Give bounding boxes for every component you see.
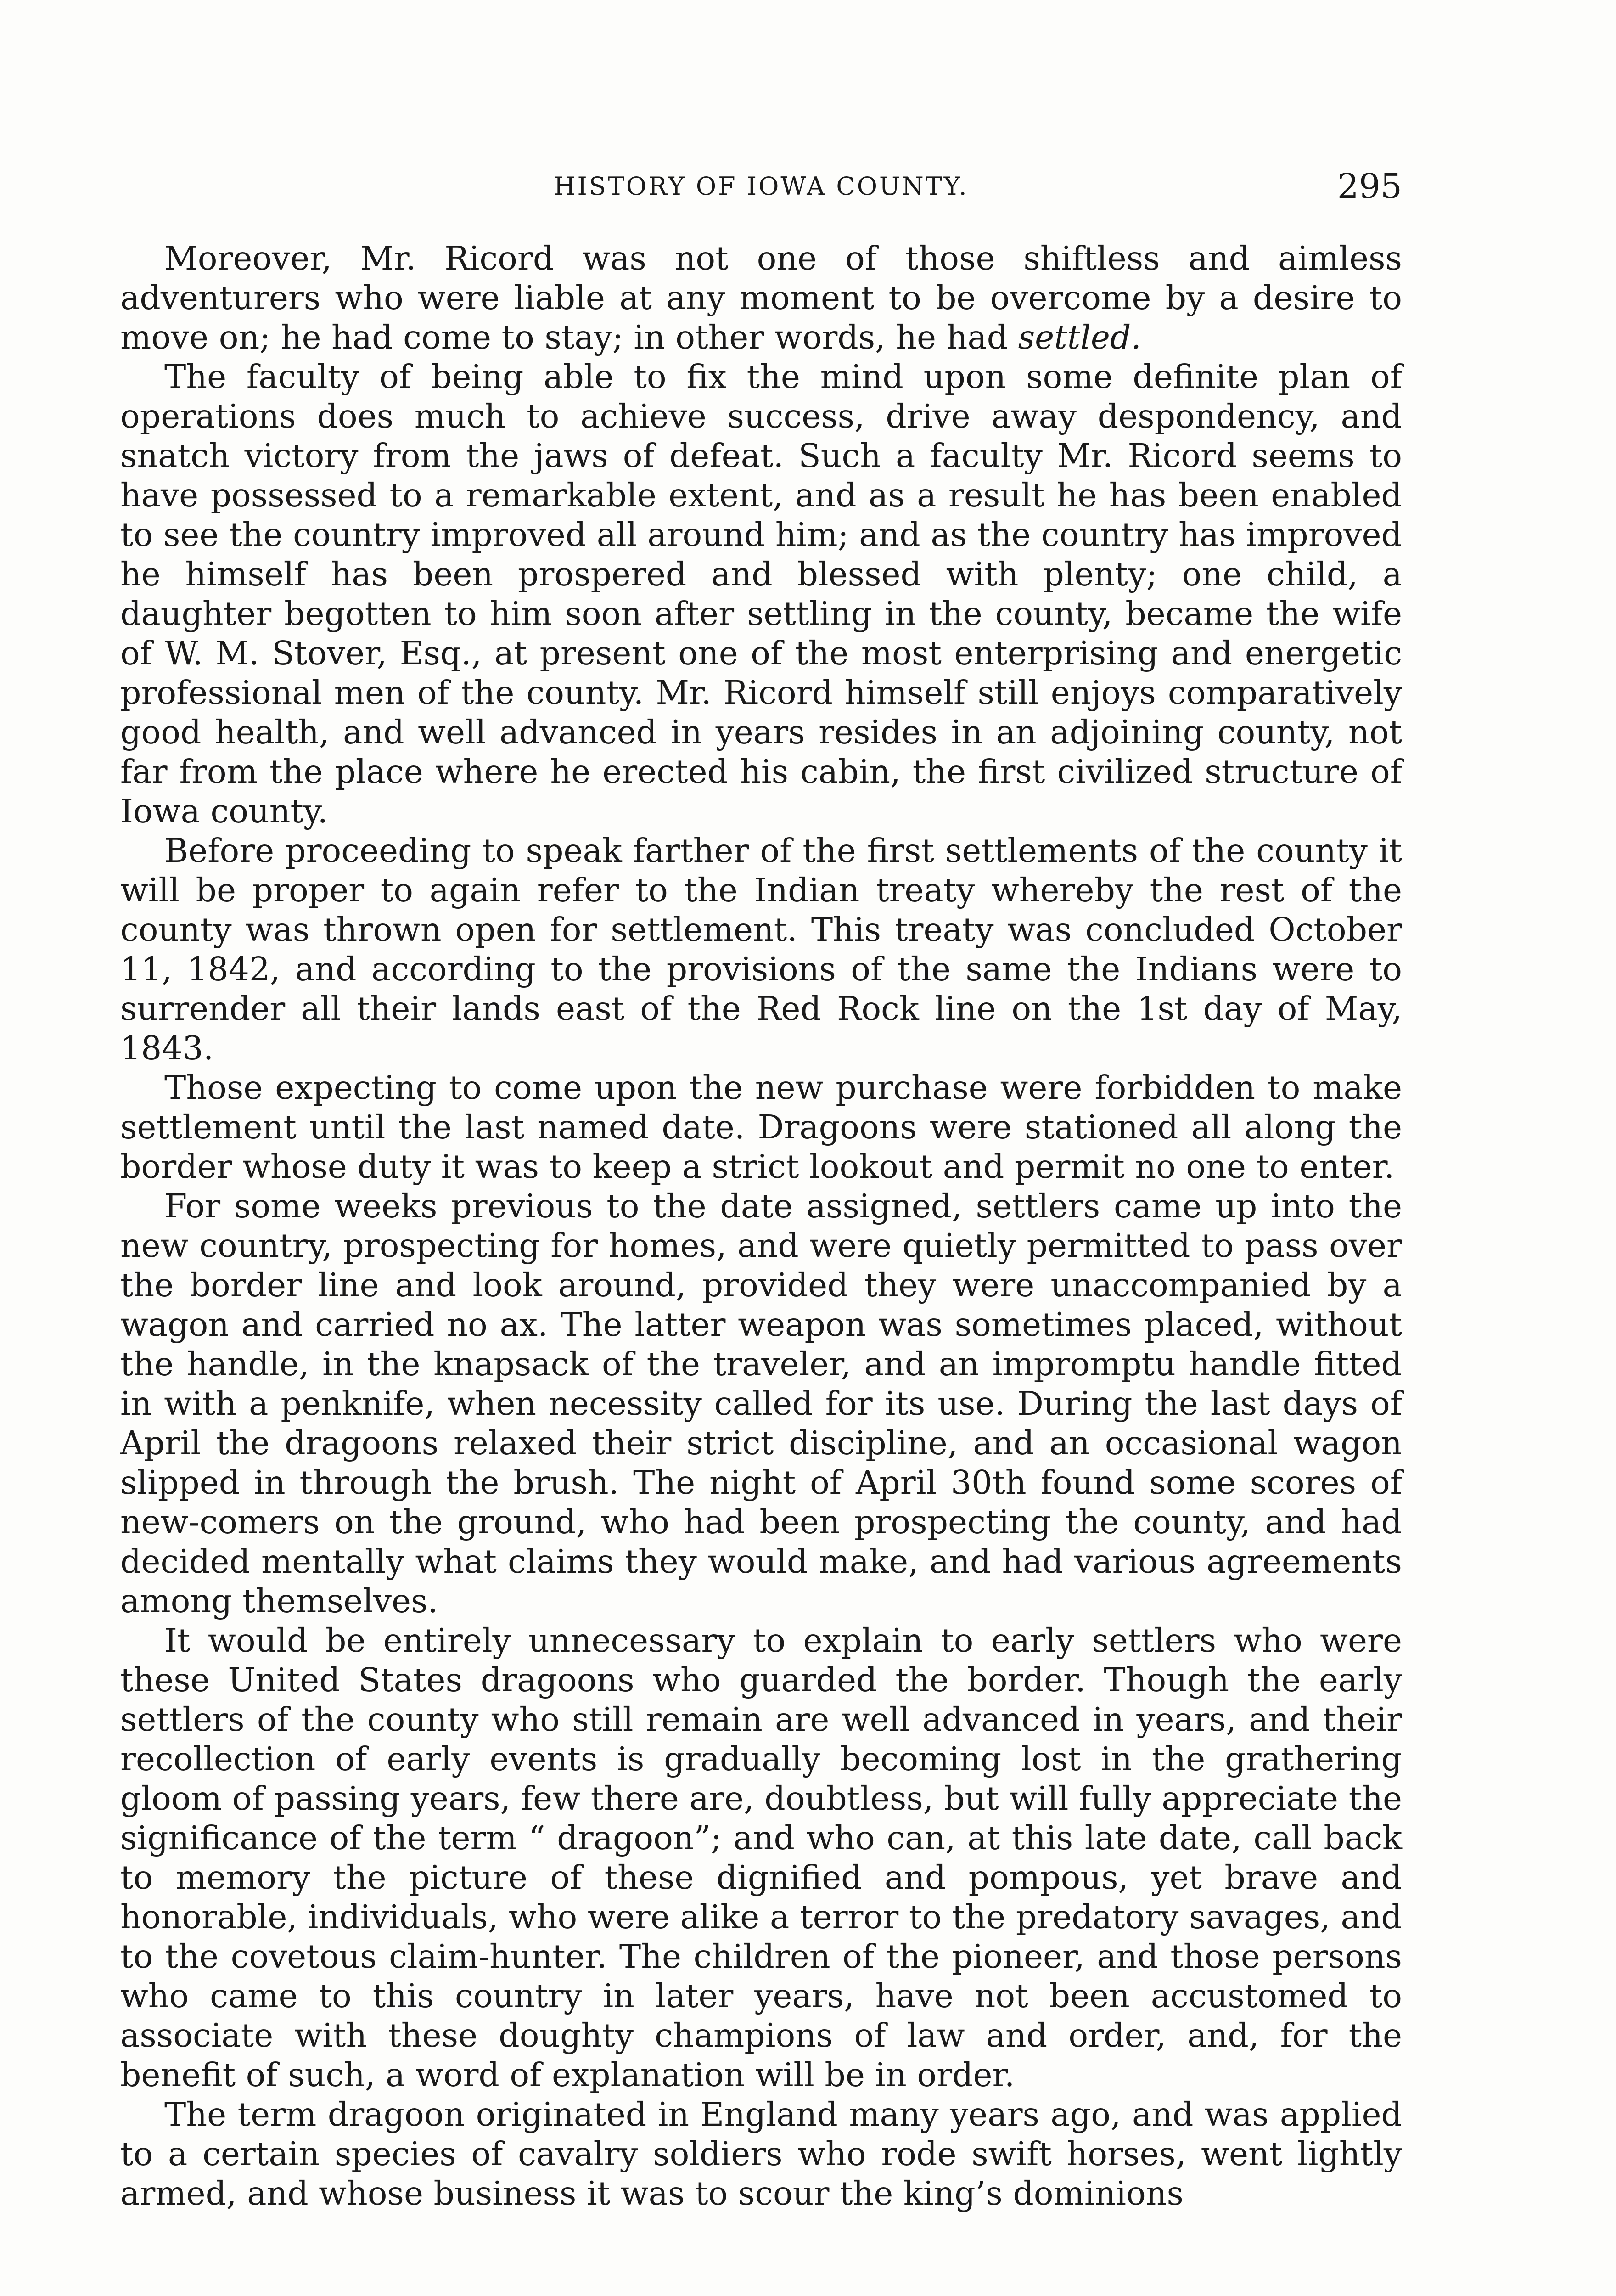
- body-text: [120, 239, 1402, 2213]
- paragraph-1: [120, 239, 1402, 357]
- paragraph-4: Those expecting to come upon the new purchase were forbidden to make settlement until the last named date. Dragoons were stationed all along the border whose duty it was to keep a strict lookout and permit no one to enter.: [120, 1069, 1402, 1186]
- paragraph-7: The term dragoon originated in England many years ago, and was applied to a certain species of cavalry soldiers who rode swift horses, went lightly armed, and whose business it was to scour the king’s dominions: [120, 2095, 1402, 2212]
- page-header: [120, 168, 1402, 205]
- page-number: 295: [1337, 167, 1402, 206]
- paragraph-6: It would be entirely unnecessary to explain to early settlers who were these United States dragoons who guarded the border. Though the early settlers of the county who still remain are well advanced in years, and their recollection of early events is gradually becoming lost in the grathering gloom of passing years, few there are, doubtless, but will fully appreciate the significance of the term “ dragoon”; and who can, at this late date, call back to memory the picture of these dignified and pompous, yet brave and honorable, individuals, who were alike a terror to the predatory savages, and to the covetous claim-hunter. The children of the pioneer, and those persons who came to this country in later years, have not been accustomed to associate with these doughty champions of law and order, and, for the benefit of such, a word of explanation will be in order.: [120, 1621, 1402, 2094]
- paragraph-2: The faculty of being able to fix the mind upon some definite plan of operations does much to achieve success, drive away despondency, and snatch victory from the jaws of defeat. Such a faculty Mr. Ricord seems to have possessed to a remarkable extent, and as a result he has been enabled to see the country improved all around him; and as the country has improved he himself has been prospered and blessed with plenty; one child, a daughter begotten to him soon after settling in the county, became the wife of W. M. Stover, Esq., at present one of the most enterprising and energetic professional men of the county. Mr. Ricord himself still enjoys comparatively good health, and well advanced in years resides in an adjoining county, not far from the place where he erected his cabin, the first civilized structure of Iowa county.: [120, 358, 1402, 830]
- paragraph-3: Before proceeding to speak farther of the first settlements of the county it will be proper to again refer to the Indian treaty whereby the rest of the county was thrown open for settlement. This treaty was concluded October 11, 1842, and according to the provisions of the same the Indians were to surrender all their lands east of the Red Rock line on the 1st day of May, 1843.: [120, 832, 1402, 1067]
- running-title: HISTORY OF IOWA COUNTY.: [554, 172, 969, 201]
- paragraph-5: For some weeks previous to the date assigned, settlers came up into the new country, prospecting for homes, and were quietly permitted to pass over the border line and look around, provided they were unaccompanied by a wagon and carried no ax. The latter weapon was sometimes placed, without the handle, in the knapsack of the traveler, and an impromptu handle fitted in with a penknife, when necessity called for its use. During the last days of April the dragoons relaxed their strict discipline, and an occasional wagon slipped in through the brush. The night of April 30th found some scores of new-comers on the ground, who had been prospecting the county, and had decided mentally what claims they would make, and had various agreements among themselves.: [120, 1187, 1402, 1620]
- paragraph-1-text: Moreover, Mr. Ricord was not one of those shiftless and aimless adventurers who were liable at any moment to be overcome by a desire to move on; he had come to stay; in other words, he had: [120, 239, 1402, 356]
- paragraph-1-emphasis: settled.: [1018, 318, 1141, 356]
